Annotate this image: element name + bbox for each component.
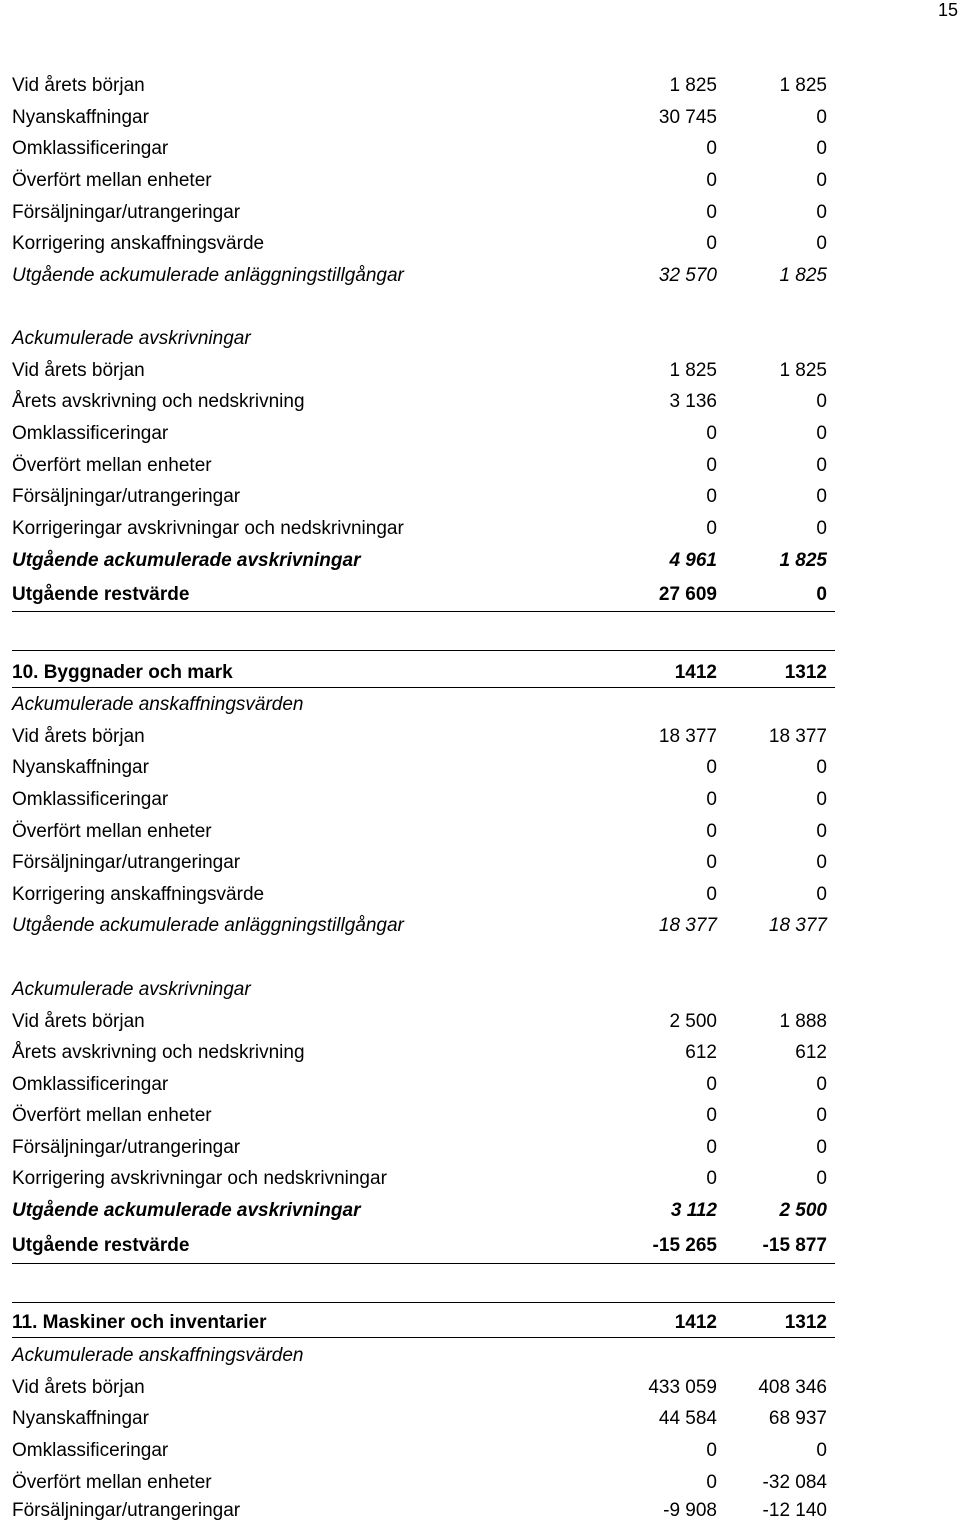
row-label: Nyanskaffningar <box>12 757 149 778</box>
table-row <box>12 1435 835 1467</box>
subheading-row <box>12 323 835 355</box>
value-previous-year: 0 <box>816 1168 827 1189</box>
value-previous-year: 0 <box>816 107 827 128</box>
value-current-year: 612 <box>685 1042 717 1063</box>
row-label: Korrigering anskaffningsvärde <box>12 884 265 905</box>
total-underline <box>12 611 835 612</box>
row-label: Överfört mellan enheter <box>12 821 212 842</box>
row-label: Omklassificeringar <box>12 1074 169 1095</box>
row-label: Omklassificeringar <box>12 138 169 159</box>
table-row <box>12 1163 835 1195</box>
row-label: Utgående ackumulerade anläggningstillgångar <box>12 915 404 936</box>
heading-underline <box>12 1337 835 1338</box>
value-current-year: 4 961 <box>669 550 717 571</box>
table-row <box>12 165 835 197</box>
value-previous-year: 408 346 <box>758 1377 827 1398</box>
value-current-year: 0 <box>706 1440 717 1461</box>
section-heading <box>12 657 835 689</box>
value-previous-year: 1 825 <box>779 360 827 381</box>
value-current-year: 0 <box>706 170 717 191</box>
value-current-year: 27 609 <box>658 584 717 605</box>
table-row <box>12 418 835 450</box>
value-previous-year: 1 888 <box>779 1011 827 1032</box>
row-label: Försäljningar/utrangeringar <box>12 1137 241 1158</box>
table-row <box>12 386 835 418</box>
section-title: 10. Byggnader och mark <box>12 662 233 683</box>
value-previous-year: 0 <box>816 202 827 223</box>
subheading-row <box>12 974 835 1006</box>
value-previous-year: 0 <box>816 518 827 539</box>
value-previous-year: 612 <box>795 1042 827 1063</box>
value-previous-year: -32 084 <box>762 1472 827 1493</box>
value-current-year: 0 <box>706 233 717 254</box>
row-label: Nyanskaffningar <box>12 1408 149 1429</box>
value-previous-year: 0 <box>816 170 827 191</box>
subheading-label: Ackumulerade avskrivningar <box>12 979 251 1000</box>
table-row <box>12 847 835 879</box>
value-current-year: 0 <box>706 518 717 539</box>
value-previous-year: 0 <box>816 821 827 842</box>
table-row <box>12 1100 835 1132</box>
value-previous-year: 0 <box>816 757 827 778</box>
row-label: Överfört mellan enheter <box>12 1105 212 1126</box>
column-year-previous: 1312 <box>784 662 827 683</box>
value-previous-year: -12 140 <box>762 1500 827 1521</box>
value-previous-year: 0 <box>816 1074 827 1095</box>
value-previous-year: 68 937 <box>768 1408 827 1429</box>
row-label: Försäljningar/utrangeringar <box>12 1500 241 1521</box>
value-current-year: 30 745 <box>658 107 717 128</box>
row-label: Försäljningar/utrangeringar <box>12 852 241 873</box>
value-previous-year: 2 500 <box>779 1200 827 1221</box>
row-label: Vid årets början <box>12 726 145 747</box>
value-current-year: 0 <box>706 1472 717 1493</box>
table-row <box>12 1495 835 1527</box>
value-current-year: 0 <box>706 486 717 507</box>
table-row <box>12 1132 835 1164</box>
row-label: Korrigering anskaffningsvärde <box>12 233 265 254</box>
value-current-year: 44 584 <box>658 1408 717 1429</box>
table-row <box>12 752 835 784</box>
row-label: Omklassificeringar <box>12 1440 169 1461</box>
value-previous-year: 18 377 <box>768 915 827 936</box>
column-year-current: 1412 <box>674 1312 717 1333</box>
value-current-year: 433 059 <box>648 1377 717 1398</box>
column-year-current: 1412 <box>674 662 717 683</box>
table-row <box>12 197 835 229</box>
value-previous-year: 0 <box>816 584 827 605</box>
row-label: Vid årets början <box>12 1011 145 1032</box>
table-row <box>12 133 835 165</box>
value-current-year: 0 <box>706 1074 717 1095</box>
value-current-year: 0 <box>706 852 717 873</box>
section-divider <box>12 650 835 651</box>
table-row <box>12 1403 835 1435</box>
total-row <box>12 1230 835 1262</box>
value-current-year: 3 112 <box>670 1200 717 1221</box>
value-current-year: 2 500 <box>669 1011 717 1032</box>
row-label: Vid årets början <box>12 75 145 96</box>
value-previous-year: 0 <box>816 789 827 810</box>
value-current-year: 1 825 <box>669 360 717 381</box>
table-row <box>12 1006 835 1038</box>
table-row <box>12 1037 835 1069</box>
value-previous-year: 1 825 <box>779 265 827 286</box>
value-current-year: -15 265 <box>652 1235 717 1256</box>
subheading-label: Ackumulerade avskrivningar <box>12 328 251 349</box>
value-current-year: 0 <box>706 757 717 778</box>
table-row <box>12 481 835 513</box>
row-label: Omklassificeringar <box>12 789 169 810</box>
section-heading <box>12 1307 835 1339</box>
row-label: Nyanskaffningar <box>12 107 149 128</box>
row-label: Korrigering avskrivningar och nedskrivningar <box>12 1168 387 1189</box>
row-label: Korrigeringar avskrivningar och nedskrivningar <box>12 518 404 539</box>
section-title: 11. Maskiner och inventarier <box>12 1312 267 1333</box>
row-label: Försäljningar/utrangeringar <box>12 486 241 507</box>
subheading-label: Ackumulerade anskaffningsvärden <box>12 694 304 715</box>
subheading-row <box>12 1340 835 1372</box>
value-current-year: 0 <box>706 1105 717 1126</box>
value-current-year: 0 <box>706 884 717 905</box>
value-previous-year: 0 <box>816 1137 827 1158</box>
table-row <box>12 1069 835 1101</box>
row-label: Försäljningar/utrangeringar <box>12 202 241 223</box>
table-row <box>12 355 835 387</box>
section-divider <box>12 1302 835 1303</box>
value-previous-year: 0 <box>816 423 827 444</box>
value-previous-year: 0 <box>816 391 827 412</box>
total-row <box>12 579 835 611</box>
value-current-year: 0 <box>706 1137 717 1158</box>
value-current-year: 0 <box>706 455 717 476</box>
subheading-label: Ackumulerade anskaffningsvärden <box>12 1345 304 1366</box>
value-previous-year: 18 377 <box>768 726 827 747</box>
value-current-year: 1 825 <box>669 75 717 96</box>
page-number: 15 <box>937 0 958 20</box>
value-current-year: 0 <box>706 1168 717 1189</box>
row-label: Utgående ackumulerade avskrivningar <box>12 1200 361 1221</box>
value-previous-year: 0 <box>816 486 827 507</box>
subheading-row <box>12 689 835 721</box>
value-current-year: 0 <box>706 821 717 842</box>
value-previous-year: 0 <box>816 455 827 476</box>
value-previous-year: 1 825 <box>779 550 827 571</box>
row-label: Utgående ackumulerade anläggningstillgångar <box>12 265 404 286</box>
row-label: Utgående ackumulerade avskrivningar <box>12 550 361 571</box>
value-previous-year: -15 877 <box>762 1235 827 1256</box>
table-row <box>12 879 835 911</box>
total-underline <box>12 1263 835 1264</box>
row-label: Överfört mellan enheter <box>12 170 212 191</box>
value-current-year: 0 <box>706 202 717 223</box>
row-label: Årets avskrivning och nedskrivning <box>12 391 305 412</box>
subtotal-row <box>12 545 835 577</box>
row-label: Utgående restvärde <box>12 584 190 605</box>
row-label: Vid årets början <box>12 1377 145 1398</box>
value-current-year: 3 136 <box>669 391 717 412</box>
value-previous-year: 0 <box>816 1105 827 1126</box>
value-current-year: 0 <box>706 423 717 444</box>
value-previous-year: 0 <box>816 138 827 159</box>
table-row <box>12 721 835 753</box>
table-row <box>12 513 835 545</box>
subtotal-row <box>12 910 835 942</box>
row-label: Utgående restvärde <box>12 1235 190 1256</box>
row-label: Vid årets början <box>12 360 145 381</box>
table-row <box>12 1372 835 1404</box>
value-previous-year: 0 <box>816 852 827 873</box>
value-previous-year: 0 <box>816 884 827 905</box>
table-row <box>12 228 835 260</box>
value-current-year: 18 377 <box>658 915 717 936</box>
value-current-year: 18 377 <box>658 726 717 747</box>
value-current-year: -9 908 <box>663 1500 717 1521</box>
value-previous-year: 0 <box>816 233 827 254</box>
value-current-year: 0 <box>706 138 717 159</box>
row-label: Årets avskrivning och nedskrivning <box>12 1042 305 1063</box>
value-previous-year: 0 <box>816 1440 827 1461</box>
table-row <box>12 70 835 102</box>
value-current-year: 32 570 <box>658 265 717 286</box>
row-label: Överfört mellan enheter <box>12 455 212 476</box>
subtotal-row <box>12 1195 835 1227</box>
row-label: Omklassificeringar <box>12 423 169 444</box>
value-previous-year: 1 825 <box>779 75 827 96</box>
subtotal-row <box>12 260 835 292</box>
table-row <box>12 450 835 482</box>
table-row <box>12 784 835 816</box>
column-year-previous: 1312 <box>784 1312 827 1333</box>
table-row <box>12 816 835 848</box>
value-current-year: 0 <box>706 789 717 810</box>
heading-underline <box>12 687 835 688</box>
table-row <box>12 102 835 134</box>
row-label: Överfört mellan enheter <box>12 1472 212 1493</box>
